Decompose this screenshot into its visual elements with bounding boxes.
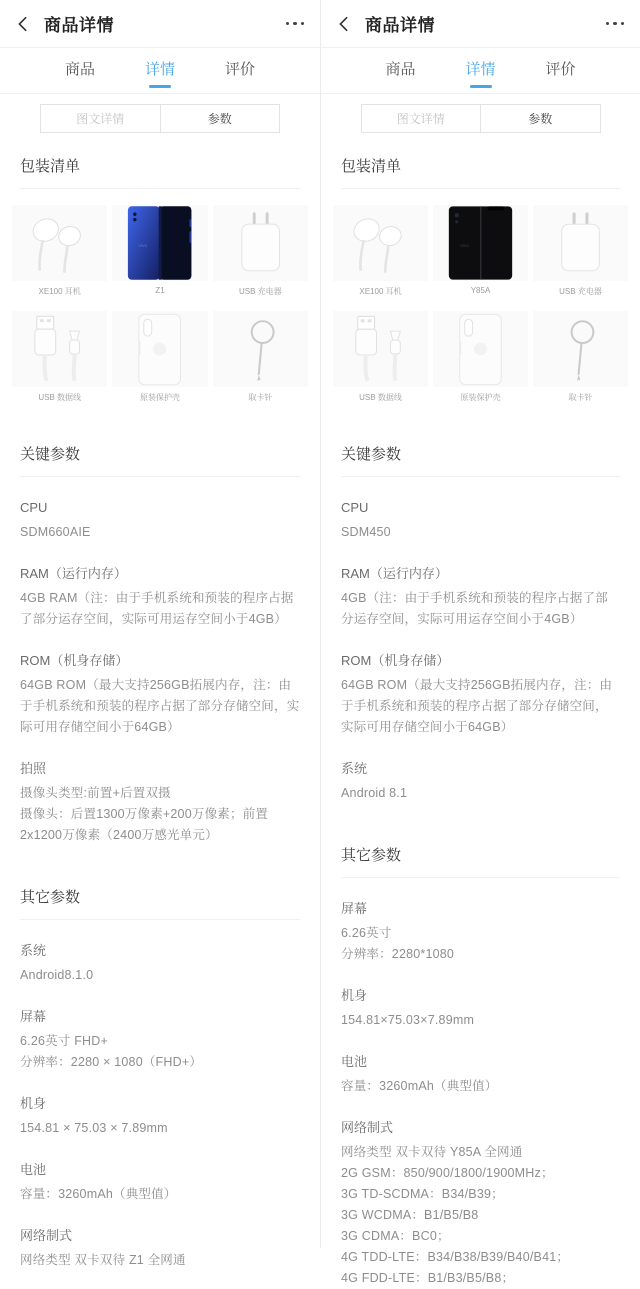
charger-image bbox=[213, 205, 308, 281]
product-label: Y85A bbox=[470, 286, 491, 295]
section-heading: 其它参数 bbox=[341, 844, 620, 878]
product-label: 原装保护壳 bbox=[460, 393, 501, 402]
packing-item bbox=[533, 205, 628, 297]
packing-list-heading: 包装清单 bbox=[341, 155, 620, 189]
subtab-graphic-detail[interactable]: 图文详情 bbox=[396, 112, 445, 126]
packing-list-heading: 包装清单 bbox=[20, 155, 300, 189]
product-label: USB 充电器 bbox=[238, 287, 282, 296]
param-value: 4GB（注：由于手机系统和预装的程序占据了部分运存空间，实际可用运存空间小于4GB） bbox=[341, 591, 608, 626]
packing-grid bbox=[0, 189, 320, 403]
param-group bbox=[20, 499, 300, 543]
product-label: USB 数据线 bbox=[38, 393, 81, 402]
section-heading: 关键参数 bbox=[341, 443, 620, 477]
tab-reviews[interactable]: 评价 bbox=[545, 61, 576, 78]
param-group bbox=[341, 987, 620, 1031]
param-value: Android8.1.0 bbox=[20, 968, 94, 982]
section-heading: 其它参数 bbox=[20, 886, 300, 920]
tab-bar bbox=[0, 48, 320, 94]
param-value: 4GB RAM（注：由于手机系统和预装的程序占据了部分运存空间，实际可用运存空间小于4GB） bbox=[20, 591, 294, 626]
packing-item bbox=[112, 205, 207, 297]
param-group bbox=[20, 1095, 300, 1139]
param-value: 154.81×75.03×7.89mm bbox=[341, 1013, 475, 1027]
charger-image bbox=[533, 205, 628, 281]
param-label: 屏幕 bbox=[20, 1009, 47, 1024]
param-label: 系统 bbox=[20, 943, 47, 958]
section-heading: 关键参数 bbox=[20, 443, 300, 477]
param-value: 64GB ROM（最大支持256GB拓展内存，注：由于手机系统和预装的程序占据了部分存储空间，实际可用存储空间小于64GB） bbox=[20, 678, 300, 734]
param-label: RAM（运行内存） bbox=[341, 566, 448, 581]
param-label: ROM（机身存储） bbox=[20, 653, 129, 668]
packing-grid bbox=[321, 189, 640, 403]
param-value: 网络类型 双卡双待 Z1 全网通 bbox=[20, 1253, 186, 1267]
param-group bbox=[20, 1161, 300, 1205]
product-label: USB 充电器 bbox=[559, 287, 602, 296]
product-label: 取卡针 bbox=[568, 393, 593, 402]
param-value: SDM450 bbox=[341, 525, 391, 539]
param-group bbox=[20, 1008, 300, 1073]
param-label: 网络制式 bbox=[20, 1228, 73, 1243]
back-icon[interactable] bbox=[14, 14, 34, 34]
phone-z1-image bbox=[112, 205, 207, 281]
subtab-bar bbox=[40, 104, 280, 133]
param-group bbox=[341, 760, 620, 804]
param-value: 容量：3260mAh（典型值） bbox=[341, 1079, 498, 1093]
cable-image bbox=[333, 311, 428, 387]
parameter-sections bbox=[0, 443, 320, 1271]
parameter-sections bbox=[321, 443, 640, 1289]
param-group bbox=[20, 760, 300, 846]
param-label: 机身 bbox=[341, 988, 368, 1003]
param-value: 分辨率：2280 × 1080（FHD+） bbox=[20, 1055, 203, 1069]
page-title: 商品详情 bbox=[44, 16, 114, 35]
product-panel-y85a bbox=[320, 0, 640, 1285]
case-image bbox=[433, 311, 528, 387]
app-header bbox=[321, 0, 640, 48]
svg-text:vivo: vivo bbox=[138, 243, 148, 249]
param-group bbox=[341, 1119, 620, 1289]
packing-item bbox=[12, 205, 107, 297]
tab-product[interactable]: 商品 bbox=[385, 61, 416, 78]
param-label: 网络制式 bbox=[341, 1120, 394, 1135]
menu-icon[interactable] bbox=[284, 16, 307, 32]
earphones-image bbox=[333, 205, 428, 281]
parameter-section bbox=[321, 844, 640, 1289]
param-value: 4G FDD-LTE：B1/B3/B5/B8； bbox=[341, 1271, 515, 1285]
param-label: 电池 bbox=[341, 1054, 368, 1069]
param-group bbox=[341, 1053, 620, 1097]
packing-item bbox=[112, 311, 207, 403]
product-label: USB 数据线 bbox=[359, 393, 402, 402]
param-group bbox=[341, 565, 620, 630]
tab-reviews[interactable]: 评价 bbox=[224, 61, 255, 78]
param-label: CPU bbox=[341, 500, 369, 515]
product-panel-z1 bbox=[0, 0, 320, 1267]
earphones-image bbox=[12, 205, 107, 281]
packing-item bbox=[213, 311, 308, 403]
cable-image bbox=[12, 311, 107, 387]
parameter-section bbox=[0, 886, 320, 1271]
param-label: 屏幕 bbox=[341, 901, 368, 916]
product-label: 原装保护壳 bbox=[139, 393, 180, 402]
svg-text:vivo: vivo bbox=[460, 243, 470, 249]
param-label: 机身 bbox=[20, 1096, 47, 1111]
tab-product[interactable]: 商品 bbox=[64, 61, 95, 78]
app-header bbox=[0, 0, 320, 48]
param-value: 4G TDD-LTE：B34/B38/B39/B40/B41； bbox=[341, 1250, 570, 1264]
param-value: 6.26英寸 bbox=[341, 926, 392, 940]
param-label: RAM（运行内存） bbox=[20, 566, 127, 581]
packing-item bbox=[333, 205, 428, 297]
param-value: 摄像头类型:前置+后置双摄 bbox=[20, 786, 171, 800]
param-value: Android 8.1 bbox=[341, 786, 408, 800]
tab-detail[interactable]: 详情 bbox=[441, 48, 521, 93]
subtab-parameters[interactable]: 参数 bbox=[480, 105, 600, 132]
packing-item bbox=[333, 311, 428, 403]
param-value: 64GB ROM（最大支持256GB拓展内存，注：由于手机系统和预装的程序占据了部分存储空间，实际可用存储空间小于64GB） bbox=[341, 678, 613, 734]
param-group bbox=[341, 900, 620, 965]
param-label: ROM（机身存储） bbox=[341, 653, 450, 668]
back-icon[interactable] bbox=[335, 14, 355, 34]
param-group bbox=[341, 652, 620, 738]
packing-item bbox=[433, 311, 528, 403]
param-value: 154.81 × 75.03 × 7.89mm bbox=[20, 1121, 168, 1135]
param-value: 摄像头：后置1300万像素+200万像素；前置2x1200万像素（2400万感光单元） bbox=[20, 807, 269, 842]
param-value: 3G CDMA：BC0； bbox=[341, 1229, 450, 1243]
param-value: 网络类型 双卡双待 Y85A 全网通 bbox=[341, 1145, 523, 1159]
param-label: CPU bbox=[20, 500, 48, 515]
pin-image bbox=[533, 311, 628, 387]
subtab-parameters[interactable]: 参数 bbox=[160, 105, 280, 132]
tab-detail[interactable]: 详情 bbox=[120, 48, 200, 93]
parameter-section bbox=[0, 443, 320, 846]
param-value: 容量：3260mAh（典型值） bbox=[20, 1187, 177, 1201]
product-label: Z1 bbox=[155, 286, 165, 295]
product-label: XE100 耳机 bbox=[38, 287, 81, 296]
pin-image bbox=[213, 311, 308, 387]
tab-bar bbox=[321, 48, 640, 94]
subtab-bar bbox=[361, 104, 601, 133]
param-group bbox=[20, 942, 300, 986]
menu-icon[interactable] bbox=[604, 16, 627, 32]
packing-item bbox=[533, 311, 628, 403]
product-label: XE100 耳机 bbox=[359, 287, 402, 296]
page-title: 商品详情 bbox=[365, 16, 435, 35]
param-value: 3G WCDMA：B1/B5/B8 bbox=[341, 1208, 479, 1222]
param-group bbox=[20, 652, 300, 738]
packing-item bbox=[213, 205, 308, 297]
param-value: 6.26英寸 FHD+ bbox=[20, 1034, 108, 1048]
case-image bbox=[112, 311, 207, 387]
param-group bbox=[20, 565, 300, 630]
param-label: 电池 bbox=[20, 1162, 47, 1177]
param-group bbox=[341, 499, 620, 543]
param-value: 2G GSM：850/900/1800/1900MHz； bbox=[341, 1166, 554, 1180]
subtab-graphic-detail[interactable]: 图文详情 bbox=[76, 112, 125, 126]
phone-y85a-image bbox=[433, 205, 528, 281]
param-label: 拍照 bbox=[20, 761, 47, 776]
param-value: 分辨率：2280*1080 bbox=[341, 947, 455, 961]
param-label: 系统 bbox=[341, 761, 368, 776]
packing-item bbox=[12, 311, 107, 403]
packing-item bbox=[433, 205, 528, 297]
param-value: SDM660AIE bbox=[20, 525, 91, 539]
product-label: 取卡针 bbox=[248, 393, 273, 402]
parameter-section bbox=[321, 443, 640, 804]
param-value: 3G TD-SCDMA：B34/B39； bbox=[341, 1187, 504, 1201]
param-group bbox=[20, 1227, 300, 1271]
